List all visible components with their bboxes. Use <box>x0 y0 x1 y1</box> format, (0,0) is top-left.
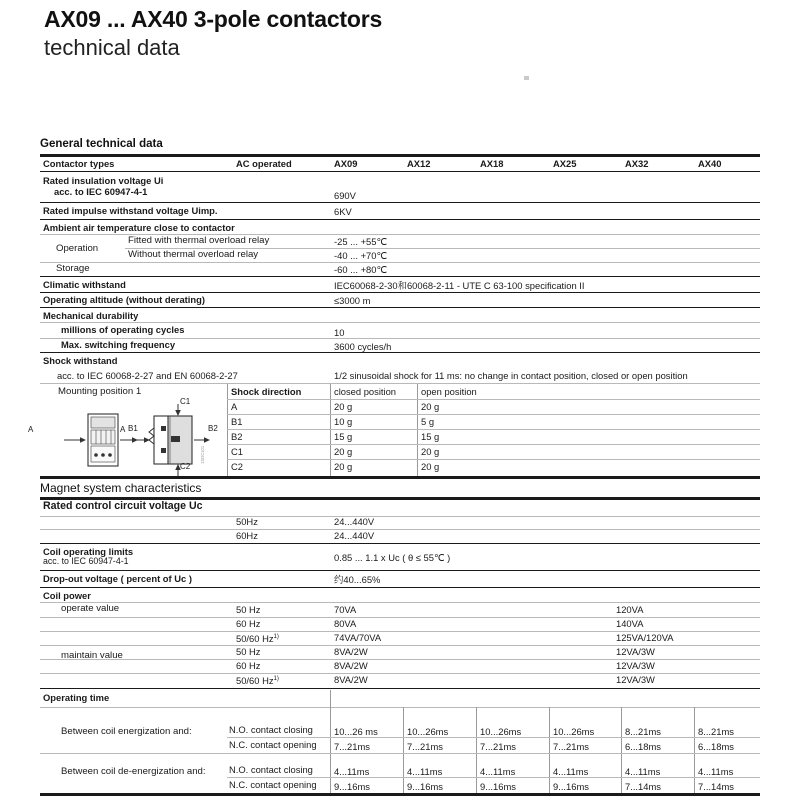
header-type-ax25: AX25 <box>553 158 577 169</box>
header-type-ax32: AX32 <box>625 158 649 169</box>
rule-control-voltage-bottom <box>40 543 760 544</box>
shock-row-4-closed: 20 g <box>334 461 353 472</box>
ot-row-0-ax25: 10...26ms <box>553 726 595 737</box>
ot-row-1-ax32: 6...18ms <box>625 741 661 752</box>
shock-header-closed-position: closed position <box>334 386 397 397</box>
rule-control-voltage-top <box>40 516 760 517</box>
coil-power-row-4-freq: 60 Hz <box>236 660 261 671</box>
rule-coil-power-top <box>40 602 760 603</box>
diagram-label-c1: C1 <box>180 397 191 406</box>
coil-power-row-2-v2: 125VA/120VA <box>616 632 674 643</box>
label-rated-insulation-standard: acc. to IEC 60947-4-1 <box>54 186 148 197</box>
ot-row-1-ax09: 7...21ms <box>334 741 370 752</box>
ot-row-1-kind: N.C. contact opening <box>229 739 317 750</box>
coil-power-row-0-v1: 70VA <box>334 604 357 615</box>
label-operation: Operation <box>56 243 99 254</box>
vrule-ot-ax18 <box>476 707 477 795</box>
rule-general-bottom <box>40 476 760 479</box>
shock-row-0-closed: 20 g <box>334 401 353 412</box>
diagram-label-c2: C2 <box>180 462 191 471</box>
label-rated-insulation-voltage: Rated insulation voltage Ui <box>43 175 164 186</box>
ot-row-2-ax32: 4...11ms <box>625 766 661 777</box>
ot-row-2-ax09: 4...11ms <box>334 766 370 777</box>
shock-row-2-direction: B2 <box>231 431 243 442</box>
ot-row-1-ax40: 6...18ms <box>698 741 734 752</box>
coil-power-row-5-footnote: 1) <box>273 676 279 682</box>
label-climatic-withstand: Climatic withstand <box>43 279 126 290</box>
coil-power-row-3-freq: 50 Hz <box>236 646 261 657</box>
shock-row-3-closed: 20 g <box>334 446 353 457</box>
stray-mark <box>524 76 529 80</box>
rule-page-bottom <box>40 793 760 796</box>
vrule-ot-ax32 <box>621 707 622 795</box>
label-between-coil-deenergization: Between coil de-energization and: <box>61 766 206 777</box>
label-operating-time: Operating time <box>43 692 110 703</box>
ot-row-3-ax09: 9...16ms <box>334 781 370 792</box>
shock-header-open-position: open position <box>421 386 477 397</box>
ot-row-3-kind: N.C. contact opening <box>229 779 317 790</box>
label-control-voltage-60hz: 60Hz <box>236 530 258 541</box>
shock-row-1-closed: 10 g <box>334 416 353 427</box>
label-shock-standard: acc. to IEC 60068-2-27 and EN 60068-2-27 <box>57 370 238 381</box>
ot-row-0-ax18: 10...26ms <box>480 726 522 737</box>
ot-row-0-ax40: 8...21ms <box>698 726 734 737</box>
rule-ot-r1 <box>40 753 760 754</box>
shock-row-3-direction: C1 <box>231 446 243 457</box>
label-operate-value: operate value <box>61 603 120 614</box>
page-title: AX09 ... AX40 3-pole contactors <box>44 6 383 32</box>
coil-power-row-0-v2: 120VA <box>616 604 644 615</box>
coil-power-row-2-footnote: 1) <box>273 634 279 640</box>
rule-shock-r3 <box>227 459 760 460</box>
value-max-switching-frequency: 3600 cycles/h <box>334 341 392 352</box>
value-operating-altitude: ≤3000 m <box>334 295 371 306</box>
ot-row-2-ax12: 4...11ms <box>407 766 443 777</box>
coil-power-row-4-v1: 8VA/2W <box>334 660 368 671</box>
ot-row-1-ax12: 7...21ms <box>407 741 443 752</box>
shock-row-1-open: 5 g <box>421 416 435 427</box>
mounting-position-diagram <box>58 402 228 478</box>
ot-row-0-kind: N.O. contact closing <box>229 724 313 735</box>
ot-row-3-ax18: 9...16ms <box>480 781 516 792</box>
label-without-relay: Without thermal overload relay <box>128 249 259 260</box>
shock-row-2-open: 15 g <box>421 431 440 442</box>
coil-power-row-5-freq: 50/60 Hz <box>236 675 274 687</box>
ot-row-2-ax25: 4...11ms <box>553 766 589 777</box>
coil-power-row-1-v2: 140VA <box>616 618 644 629</box>
ot-row-1-ax18: 7...21ms <box>480 741 516 752</box>
rule-shock-hdr <box>227 399 760 400</box>
label-rated-control-voltage: Rated control circuit voltage Uc <box>43 500 203 512</box>
value-shock-withstand: 1/2 sinusoidal shock for 11 ms: no change in contact position, closed or open position <box>334 370 688 381</box>
ot-row-3-ax25: 9...16ms <box>553 781 589 792</box>
rule-shock-top <box>40 383 760 384</box>
value-rated-insulation-voltage: 690V <box>334 190 356 201</box>
rule-ambient-mid2 <box>40 262 760 263</box>
coil-power-row-5-v2: 12VA/3W <box>616 674 655 685</box>
ot-row-1-ax25: 7...21ms <box>553 741 589 752</box>
value-temp-fitted-relay: -25 ... +55℃ <box>334 236 388 247</box>
ot-row-0-ax09: 10...26 ms <box>334 726 378 737</box>
header-type-ax12: AX12 <box>407 158 431 169</box>
rule-coil-power-r0 <box>40 617 760 618</box>
label-rated-impulse-voltage: Rated impulse withstand voltage Uimp. <box>43 205 218 216</box>
coil-power-row-2-v1: 74VA/70VA <box>334 632 382 643</box>
label-storage: Storage <box>56 263 90 274</box>
rule-shock-r2 <box>227 444 760 445</box>
rule-control-voltage-mid <box>40 529 760 530</box>
vrule-ot-ax25 <box>549 707 550 795</box>
label-dropout-voltage: Drop-out voltage ( percent of Uc ) <box>43 573 192 584</box>
ot-row-2-ax18: 4...11ms <box>480 766 516 777</box>
shock-row-0-open: 20 g <box>421 401 440 412</box>
rule-general-top <box>40 154 760 157</box>
label-ambient-air-temperature: Ambient air temperature close to contactor <box>43 222 235 233</box>
page-subtitle: technical data <box>44 35 180 60</box>
coil-power-row-5-v1: 8VA/2W <box>334 674 368 685</box>
vrule-ot-ax09 <box>330 690 331 795</box>
diagram-label-a-right: A <box>120 425 126 434</box>
ot-row-3-ax40: 7...14ms <box>698 781 734 792</box>
value-control-voltage-50hz: 24...440V <box>334 516 375 527</box>
vrule-ot-ax40 <box>694 707 695 795</box>
label-coil-limits-standard: acc. to IEC 60947-4-1 <box>43 556 129 566</box>
section-general-technical-data: General technical data <box>40 138 163 150</box>
label-between-coil-energization: Between coil energization and: <box>61 726 192 737</box>
label-mechanical-durability: Mechanical durability <box>43 310 139 321</box>
rule-insulation-bottom <box>40 202 760 203</box>
title-block <box>44 4 744 62</box>
rule-mech-bottom <box>40 352 760 353</box>
value-control-voltage-60hz: 24...440V <box>334 530 375 541</box>
shock-row-4-direction: C2 <box>231 461 243 472</box>
diagram-label-a-left: A <box>28 425 34 434</box>
shock-row-1-direction: B1 <box>231 416 243 427</box>
rule-dropout-bottom <box>40 587 760 588</box>
ot-row-2-kind: N.O. contact closing <box>229 764 313 775</box>
rule-coil-limits-bottom <box>40 570 760 571</box>
value-coil-operating-limits: 0.85 ... 1.1 x Uc ( θ ≤ 55℃ ) <box>334 552 451 563</box>
value-millions-operating-cycles: 10 <box>334 327 345 338</box>
coil-power-row-1-freq: 60 Hz <box>236 618 261 629</box>
rule-shock-r1 <box>227 429 760 430</box>
ot-row-3-ax12: 9...16ms <box>407 781 443 792</box>
rule-header-bottom <box>40 171 760 172</box>
rule-impulse-bottom <box>40 219 760 220</box>
header-ac-operated: AC operated <box>236 158 292 169</box>
ot-row-2-ax40: 4...11ms <box>698 766 734 777</box>
coil-power-row-1-v1: 80VA <box>334 618 357 629</box>
value-rated-impulse-voltage: 6KV <box>334 206 352 217</box>
rule-ambient-bottom <box>40 276 760 277</box>
label-fitted-with-relay: Fitted with thermal overload relay <box>128 235 270 246</box>
diagram-label-b1: B1 <box>128 424 138 433</box>
shock-row-0-direction: A <box>231 401 238 412</box>
ot-row-0-ax12: 10...26ms <box>407 726 449 737</box>
rule-ot-r2 <box>227 777 760 778</box>
rule-altitude-bottom <box>40 307 760 308</box>
rule-shock-r0 <box>227 414 760 415</box>
shock-row-3-open: 20 g <box>421 446 440 457</box>
label-coil-operating-limits: Coil operating limits <box>43 546 134 557</box>
label-coil-power: Coil power <box>43 590 91 601</box>
header-type-ax09: AX09 <box>334 158 358 169</box>
rule-operating-time-top <box>40 707 760 708</box>
label-mounting-position: Mounting position 1 <box>58 386 142 397</box>
section-magnet-system: Magnet system characteristics <box>40 481 202 495</box>
rule-mech-top <box>40 322 760 323</box>
header-type-ax40: AX40 <box>698 158 722 169</box>
value-temp-without-relay: -40 ... +70℃ <box>334 250 388 261</box>
label-control-voltage-50hz: 50Hz <box>236 516 258 527</box>
ot-row-0-ax32: 8...21ms <box>625 726 661 737</box>
header-contactor-types: Contactor types <box>43 158 115 169</box>
label-max-switching-frequency: Max. switching frequency <box>61 339 176 350</box>
coil-power-row-4-v2: 12VA/3W <box>616 660 655 671</box>
coil-power-row-0-freq: 50 Hz <box>236 604 261 615</box>
rule-coil-power-bottom <box>40 688 760 689</box>
value-dropout-voltage: 约40...65% <box>334 574 381 585</box>
label-operating-altitude: Operating altitude (without derating) <box>43 294 205 305</box>
shock-header-direction: Shock direction <box>231 386 302 397</box>
ot-row-3-ax32: 7...14ms <box>625 781 661 792</box>
label-millions-operating-cycles: millions of operating cycles <box>61 324 185 335</box>
coil-power-row-3-v1: 8VA/2W <box>334 646 368 657</box>
header-type-ax18: AX18 <box>480 158 504 169</box>
coil-power-row-2-freq: 50/60 Hz <box>236 633 274 645</box>
coil-power-row-3-v2: 12VA/3W <box>616 646 655 657</box>
value-climatic-withstand: IEC60068-2-30和60068-2-11 - UTE C 63-100 specification II <box>334 280 585 291</box>
shock-row-4-open: 20 g <box>421 461 440 472</box>
rule-ot-r0 <box>227 737 760 738</box>
svg-text:1SDC101: 1SDC101 <box>200 445 205 464</box>
vrule-ot-ax12 <box>403 707 404 795</box>
shock-row-2-closed: 15 g <box>334 431 353 442</box>
label-shock-withstand: Shock withstand <box>43 355 118 366</box>
label-maintain-value: maintain value <box>61 650 123 661</box>
diagram-label-b2: B2 <box>208 424 218 433</box>
value-temp-storage: -60 ... +80℃ <box>334 264 388 275</box>
